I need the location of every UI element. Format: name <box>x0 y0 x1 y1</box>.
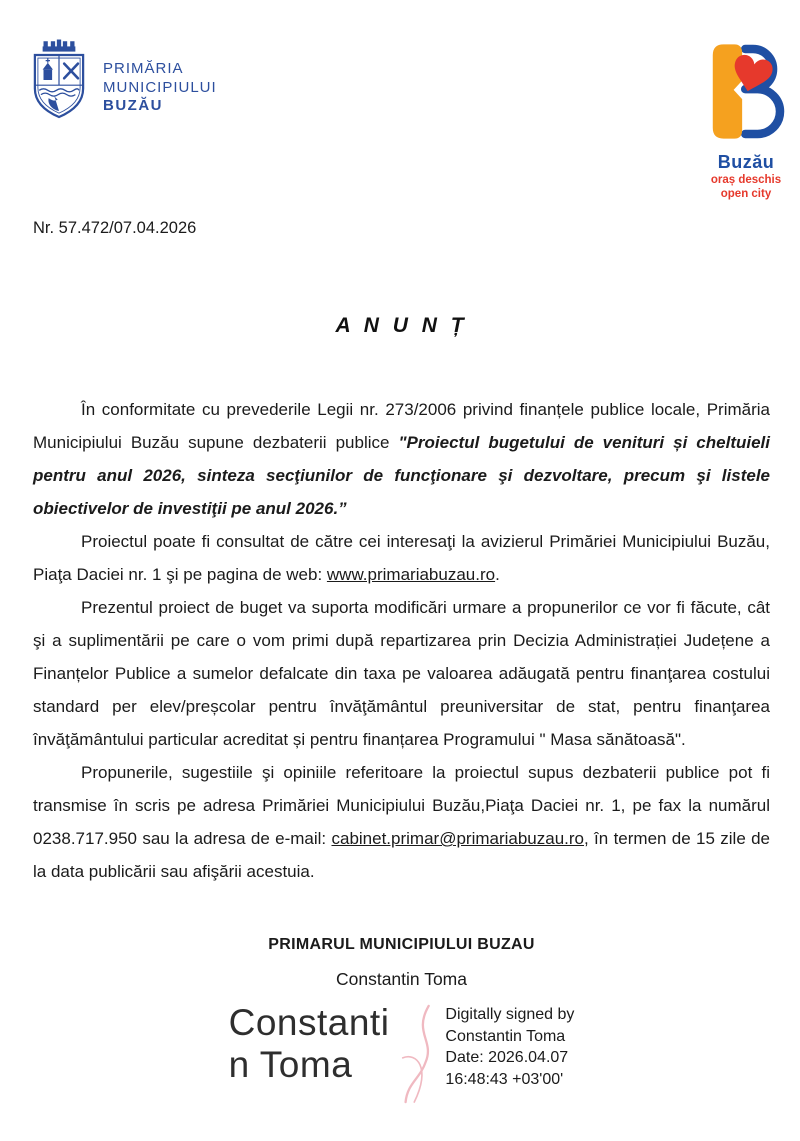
coat-of-arms-icon <box>28 36 90 124</box>
digital-signature-name-line1: Constanti <box>228 1002 390 1043</box>
digital-signature-name <box>229 1002 390 1086</box>
paragraph-consultation-text: Proiectul poate fi consultat de către cei interesaţi la avizierul Primăriei Municipiului Buzău, Piaţa Daciei nr. 1 şi pe pagina de web: <box>33 532 770 584</box>
paragraph-consultation <box>33 525 770 591</box>
municipality-name-line3: BUZĂU <box>103 97 163 114</box>
paragraph-proposals-closing: , în termen de 15 zile de la data publicării sau afişării acestuia. <box>33 829 771 881</box>
paragraph-consultation-period: . <box>495 565 500 584</box>
paragraph-proposals-text: Propunerile, sugestiile şi opiniile referitoare la proiectul supus dezbaterii publice pot fi transmise în scris pe adresa Primăriei Municipiului Buzău,Piaţa Daciei nr. 1, pe fax la numărul 0238.717.950 sau la adresa de e-mail: <box>33 763 770 848</box>
acrobat-ribbon-icon <box>399 1004 441 1104</box>
paragraph-intro-quoted-title: "Proiectul bugetului de venituri și cheltuieli pentru anul 2026, sinteza secţiunilor de funcţionare şi dezvoltare, precum şi listele obiectivelor de investiţii pe anul 2026.” <box>33 433 770 518</box>
digital-signature-details <box>445 1002 574 1090</box>
municipality-name <box>103 36 217 116</box>
digital-signature-details-line3: Date: 2026.04.07 <box>445 1049 569 1066</box>
digital-signature-details-line2: Constantin Toma <box>445 1027 566 1045</box>
document-content <box>33 314 770 1104</box>
website-link[interactable]: www.primariabuzau.ro <box>326 565 496 584</box>
digital-signature-name-line2: n Toma <box>228 1044 353 1085</box>
buzau-b-logo-icon <box>703 42 789 144</box>
municipality-name-line1: PRIMĂRIA <box>103 60 184 77</box>
paragraph-intro-text: În conformitate cu prevederile Legii nr. 273/2006 privind finanțele publice locale, Primăria Municipiului Buzău supune dezbaterii publice <box>33 400 770 452</box>
registration-number: Nr. 57.472/07.04.2026 <box>33 219 197 237</box>
municipality-logo <box>28 36 217 124</box>
digital-signature-details-line4: 16:48:43 +03'00' <box>445 1070 564 1088</box>
city-logo-wordmark: Buzău <box>717 152 775 172</box>
city-logo-tagline-ro: oraș deschis <box>710 174 782 186</box>
email-link[interactable]: cabinet.primar@primariabuzau.ro <box>331 829 585 848</box>
signatory-name: Constantin Toma <box>335 969 467 989</box>
paragraph-intro <box>33 393 770 525</box>
digital-signature-details-line1: Digitally signed by <box>445 1006 575 1023</box>
digital-signature <box>33 1002 770 1104</box>
paragraph-modifications: Prezentul proiect de buget va suporta modificări urmare a propunerilor ce vor fi făcute, cât şi a suplimentării pe care o vom primi după repartizarea prin Decizia Administrației Județene a Finanțelor Publice a sumelor defalcate din taxa pe valoarea adăugată pentru finanţarea costului standard per elev/preșcolar pentru învăţământul preuniversitar de stat, pentru finanţarea învăţământului particular acreditat și pentru finanțarea Programului " Masa sănătoasă". <box>33 598 770 749</box>
paragraph-proposals <box>33 756 770 888</box>
city-brand-logo <box>698 42 794 201</box>
municipality-name-line2: MUNICIPIULUI <box>103 78 217 96</box>
city-logo-tagline-en: open city <box>720 188 772 200</box>
page-title: A N U N Ț <box>335 314 468 337</box>
signatory-title: PRIMARUL MUNICIPIULUI BUZAU <box>268 936 535 953</box>
